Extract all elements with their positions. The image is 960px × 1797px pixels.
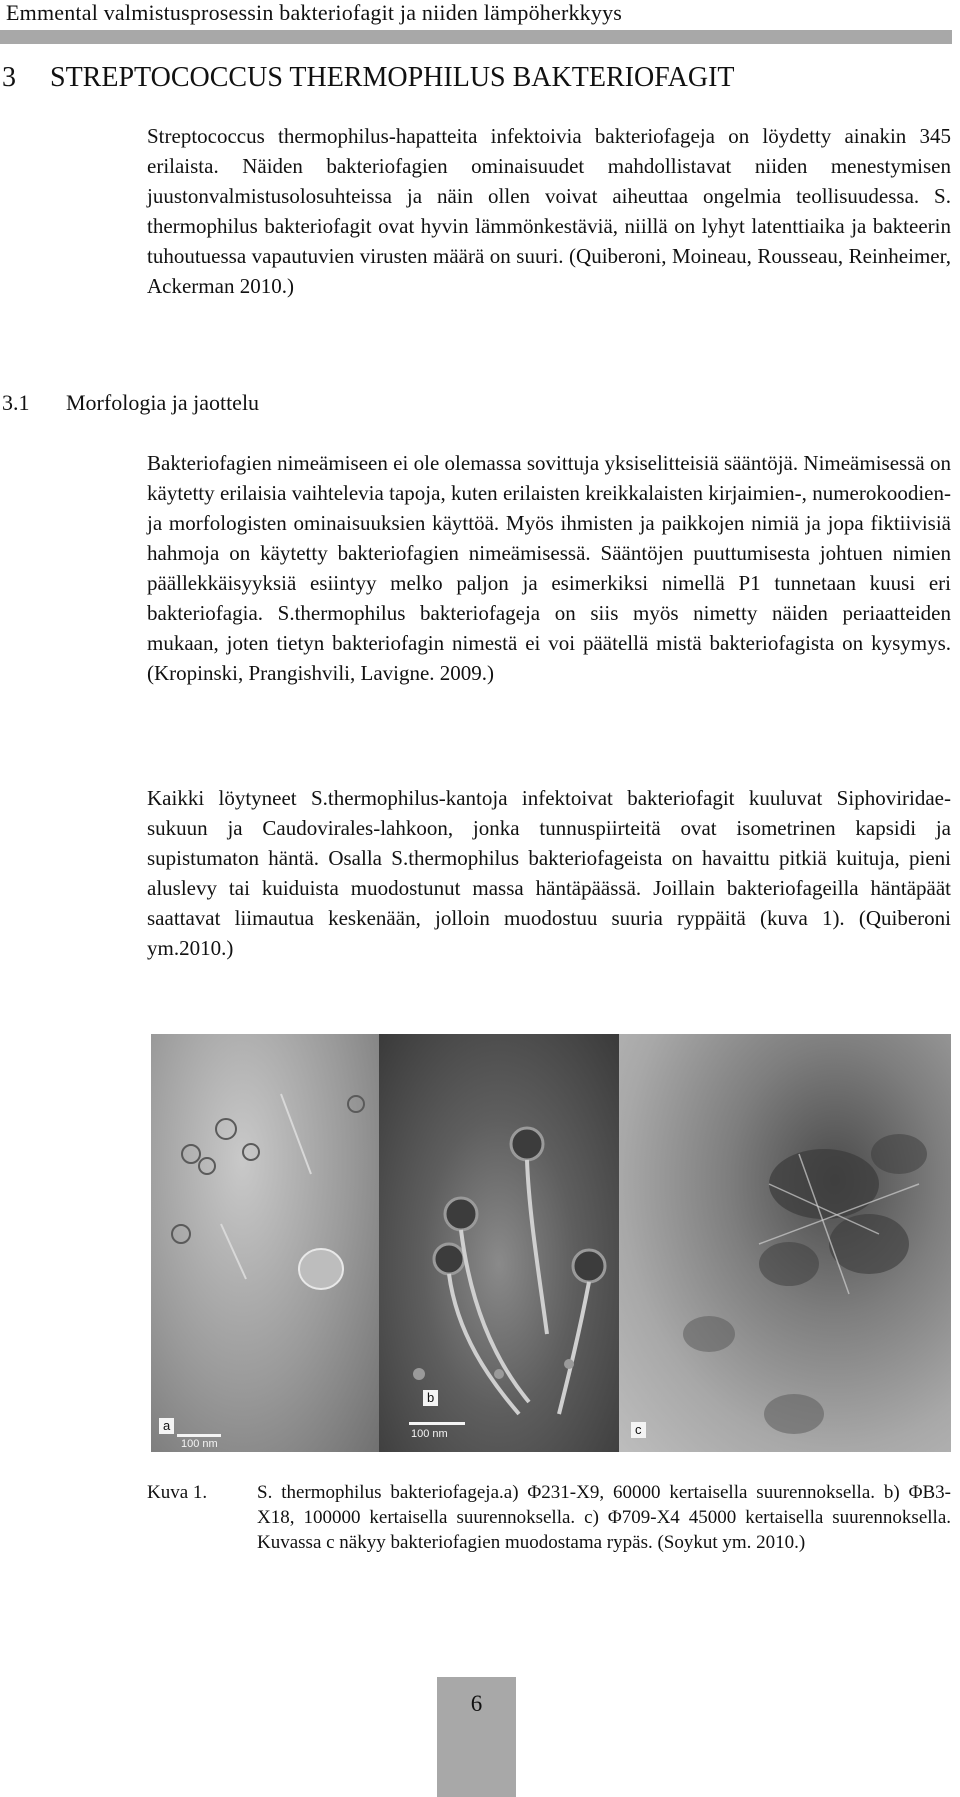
caption-label: Kuva 1. xyxy=(147,1482,208,1503)
chapter-number: 3 xyxy=(2,62,16,93)
panel-a-label: a xyxy=(159,1418,174,1434)
panel-a-scalebar xyxy=(177,1434,221,1437)
running-title: Emmental valmistusprosessin bakteriofagit ja niiden lämpöherkkyys xyxy=(6,0,623,25)
section-number: 3.1 xyxy=(2,390,30,415)
micrograph-b-art xyxy=(379,1034,619,1452)
paragraph-intro: Streptococcus thermophilus-hapatteita infektoivia bakteriofageja on löydetty ainakin 345 erilaista. Näiden bakteriofagien ominaisuudet mahdollistavat niiden menestymisen juustonvalmistusolosuhteissa ja näin ollen voivat aiheuttaa ongelmia teollisuudessa. S. thermophilus bakteriofagit ovat hyvin lämmönkestäviä, niillä on lyhyt latenttiaika ja bakteerin tuhoutuessa vapautuvien virusten määrä on suuri. (Quiberoni, Moineau, Rousseau, Reinheimer, Ackerman 2010.) xyxy=(147,124,951,298)
chapter-title: STREPTOCOCCUS THERMOPHILUS BAKTERIOFAGIT xyxy=(50,62,735,93)
panel-b-label: b xyxy=(423,1390,438,1406)
panel-c-label: c xyxy=(631,1422,646,1438)
caption-text: S. thermophilus bakteriofageja.a) Φ231-X9, 60000 kertaisella suurennoksella. b) ΦB3-X18, 100000 kertaisella suurennoksella. c) Φ709-X4 45000 kertaisella suurennoksella. Kuvassa c näkyy bakteriofagien muodostama rypäs. (Soykut ym. 2010.) xyxy=(257,1482,951,1553)
panel-b-scalebar xyxy=(409,1422,465,1425)
paragraph-morphology: Kaikki löytyneet S.thermophilus-kantoja infektoivat bakteriofagit kuuluvat Siphoviridae-sukuun ja Caudovirales-lahkoon, jonka tunnuspiirteitä ovat isometrinen kapsidi ja supistumaton häntä. Osalla S.thermophilus bakteriofageista on havaittu pitkiä kuituja, pieni aluslevy tai kuiduista muodostunut massa häntäpäässä. Joillain bakteriofageilla häntäpäät saattavat liimautua keskenään, jolloin muodostuu suuria ryppäitä (kuva 1). (Quiberoni ym.2010.) xyxy=(147,786,951,960)
page-number-box xyxy=(437,1677,516,1797)
page-number: 6 xyxy=(470,1691,483,1716)
micrograph-panel-c xyxy=(619,1034,951,1452)
micrograph-panel-b xyxy=(379,1034,619,1452)
micrograph-panel-a xyxy=(151,1034,379,1452)
panel-a-scale-text: 100 nm xyxy=(181,1438,218,1450)
section-title: Morfologia ja jaottelu xyxy=(66,390,260,415)
running-header xyxy=(0,0,952,46)
micrograph-figure xyxy=(151,1034,951,1452)
paragraph-naming: Bakteriofagien nimeämiseen ei ole olemassa sovittuja yksiselitteisiä sääntöjä. Nimeämisessä on käytetty erilaisia vaihtelevia tapoja, kuten erilaisten kreikkalaisten kirjaimien-, numerokoodien- ja morfologisten ominaisuuksien käyttöä. Myös ihmisten ja paikkojen nimiä ja jopa fiktiivisiä hahmoja on käytetty bakteriofagien nimeämisessä. Sääntöjen puuttumisesta johtuen nimien päällekkäisyyksiä esiintyy melko paljon ja esimerkiksi nimellä P1 tunnetaan kuusi eri bakteriofagia. S.thermophilus bakteriofageja on siis myös nimetty näiden periaatteiden mukaan, joten tietyn bakteriofagin nimestä ei voi päätellä mistä bakteriofagista on kysymys. (Kropinski, Prangishvili, Lavigne. 2009.) xyxy=(147,451,951,685)
micrograph-c-art xyxy=(619,1034,951,1452)
header-rule xyxy=(0,30,952,44)
panel-b-scale-text: 100 nm xyxy=(411,1428,448,1440)
micrograph-a-art xyxy=(151,1034,379,1452)
